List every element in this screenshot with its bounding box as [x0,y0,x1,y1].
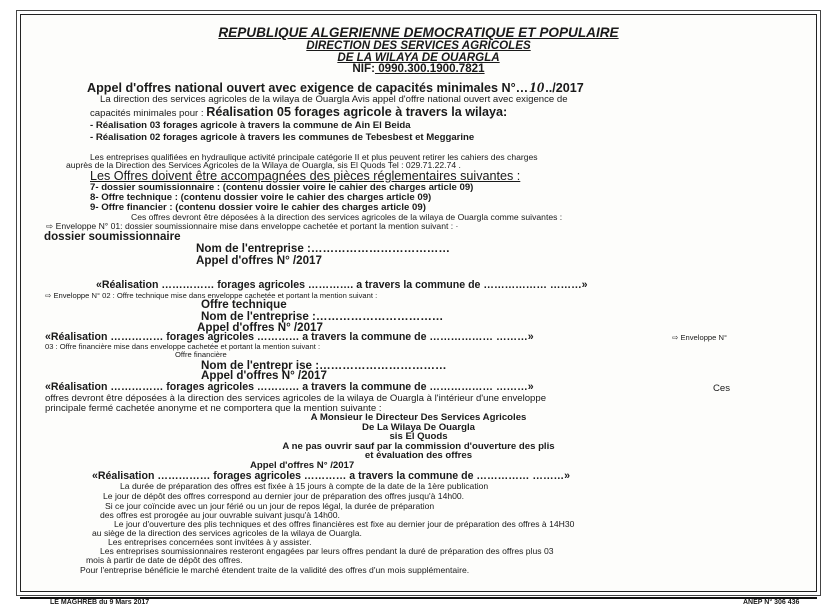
wilaya-heading: DE LA WILAYA DE OUARGLA [337,51,500,64]
piece-item-7: 7- dossier soumissionnaire : (contenu dossier voire le cahier des charges article 09) [90,182,474,193]
republic-heading: REPUBLIQUE ALGERIENNE DEMOCRATIQUE ET POPULAIRE [218,25,619,40]
intro-item1: - Réalisation 03 forages agricole à travers la commune de Ain El Beida [90,120,411,131]
envelope-2-realisation: «Réalisation …………… forages agricoles ………… a travers la commune de ……………… ………» [45,331,534,343]
envelope-2-line: ⇨ Enveloppe N° 02 : Offre technique mise dans enveloppe cachetée et portant la mention suivant : [45,291,378,300]
closing-line8: Les entreprises soumissionnaires resteront engagées par leurs offres pendant la duré de préparation des offres plus 03 [100,546,554,556]
intro-line2a: capacités minimales pour : [90,108,207,119]
intro-line2b: Réalisation 05 forages agricole à travers la wilaya: [206,105,508,119]
address-realisation: «Réalisation …………… forages agricoles ………… a travers la commune de …………… ………» [92,470,571,482]
outer-envelope-line1: offres devront être déposées à la direction des services agricoles de la wilaya de Ouargla à l'intérieur d'une enveloppe [45,393,547,404]
envelope-3-company: Nom de l'entrepr ise :…………………………… [201,359,447,372]
address-line4: A ne pas ouvrir sauf par la commission d'ouverture des plis [282,441,555,452]
intro-item2: - Réalisation 02 forages agricole à travers les communes de Tebesbest et Meggarine [90,132,475,143]
envelope-3-line: 03 : Offre financière mise dans enveloppe cachetée et portant la mention suivant : [45,342,321,351]
tender-number: 10 [529,80,545,96]
closing-line2: Le jour de dépôt des offres correspond au dernier jour de préparation des offres jusqu'à 14h00. [103,491,465,501]
deposit-ces: Ces [713,383,731,394]
intro-line1: La direction des services agricoles de la wilaya de Ouargla Avis appel d'offre national ouvert avec exigence de [100,94,568,105]
closing-line1: La durée de préparation des offres est fixée à 15 jours à compte de la date de la 1ère publication [120,481,489,491]
direction-heading: DIRECTION DES SERVICES AGRICOLES [306,39,531,52]
envelope-1-realisation: «Réalisation …………… forages agricoles …………. a travers la commune de ……………… ………» [96,279,588,291]
eligibility-line2: auprès de la Direction des Services Agricoles de la Wilaya de Ouargla, sis El Quods Tel : 029.71.22.74 . [66,160,461,170]
eligibility-line1: Les entreprises qualifiées en hydraulique activité principale catégorie II et plus peuvent retirer les cahiers des charges [90,152,538,162]
closing-line7: Les entreprises concernées sont invitées à y assister. [108,537,312,547]
intro-line2 [90,106,507,119]
address-line1: A Monsieur le Directeur Des Services Agricoles [310,412,527,423]
piece-item-9: 9- Offre financier : (contenu dossier voire le cahier des charges article 09) [90,202,426,213]
closing-line4: des offres est prorogée au jour ouvrable suivant jusqu'à 14h00. [100,510,340,520]
outer-envelope-line2: principale fermé cachetée anonyme et ne comportera que la mention suivante : [45,403,382,414]
eligibility-heading: Les Offres doivent être accompagnées des pièces réglementaires suivantes : [90,169,521,183]
envelope-3-inline: ⇨ Enveloppe N° [672,333,727,342]
envelope-1-appel: Appel d'offres N° /2017 [196,254,322,267]
nif-value: 0990.300.1900.7821 [374,62,485,75]
envelope-1-line: ⇨ Enveloppe N° 01: dossier soumissionnaire mise dans enveloppe cachetée et portant la mention suivant : · [46,221,459,231]
address-line3: sis El Quods [389,431,448,442]
envelope-2-appel: Appel d'offres N° /2017 [197,321,323,334]
envelope-3-appel: Appel d'offres N° /2017 [201,369,327,382]
address-line5: et évaluation des offres [364,450,473,461]
tender-title-suffix: ../2017 [545,81,584,95]
envelope-2-title: Offre technique [201,298,287,311]
address-line2: De La Wilaya De Ouargla [362,422,475,433]
anep-reference: ANEP N° 306 436 [740,599,802,606]
envelope-1-company: Nom de l'entreprise :……………………………… [196,242,450,255]
envelope-1-title: dossier soumissionnaire [44,230,181,243]
nif-line [0,63,837,75]
closing-line3: Si ce jour coïncide avec un jour férié ou un jour de repos légal, la durée de préparation [105,501,435,511]
envelope-3-realisation: «Réalisation …………… forages agricoles ………… a travers la commune de ……………… ………» [45,381,534,393]
closing-line5: Le jour d'ouverture des plis techniques et des offres financières est fixe au dernier jour de préparation des offres à 14H30 [114,519,575,529]
closing-line10: Pour l'entreprise bénéficie le marché étendent traite de la validité des offres d'un mois supplémentaire. [80,565,470,575]
piece-item-8: 8- Offre technique : (contenu dossier voire le cahier des charges article 09) [90,192,432,203]
envelope-3-title: Offre financière [175,350,227,359]
closing-line6: au siège de la direction des services agricoles de la wilaya de Ouargla. [92,528,362,538]
newspaper-credit: LE MAGHREB du 9 Mars 2017 [47,599,152,606]
tender-title-prefix: Appel d'offres national ouvert avec exigence de capacités minimales N°… [87,81,529,95]
envelope-2-company: Nom de l'entreprise :…………………………… [201,310,444,323]
nif-label: NIF: [352,62,375,75]
address-appel: Appel d'offres N° /2017 [250,460,355,471]
closing-line9: mois à partir de date de dépôt des offres. [86,555,243,565]
deposit-line1: Ces offres devront être déposées à la direction des services agricoles de la wilaya de Ouargla comme suivantes : [131,212,563,222]
